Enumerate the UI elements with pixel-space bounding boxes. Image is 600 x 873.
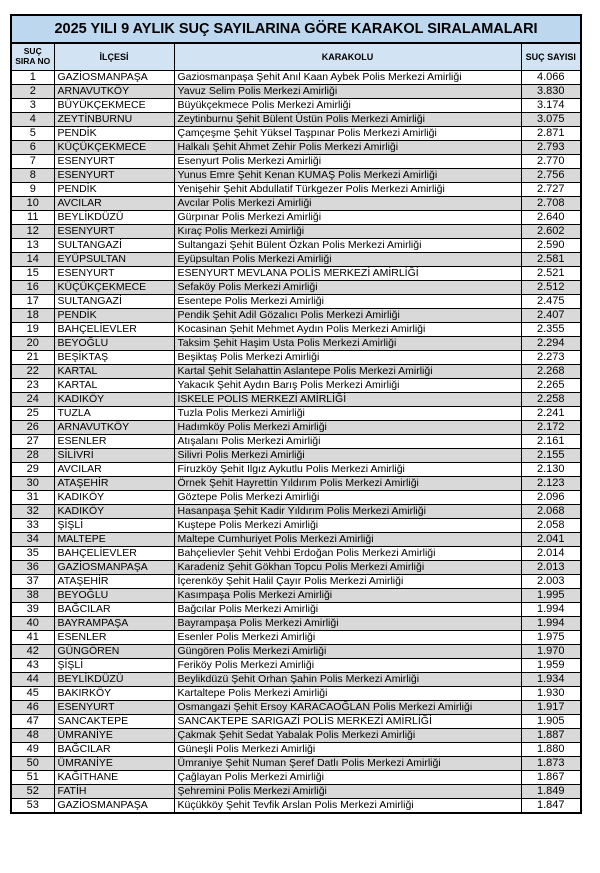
count-cell: 2.172 xyxy=(521,421,581,435)
station-cell: Beşiktaş Polis Merkezi Amirliği xyxy=(174,351,521,365)
rank-cell: 24 xyxy=(11,393,54,407)
rank-cell: 37 xyxy=(11,575,54,589)
count-cell: 1.867 xyxy=(521,771,581,785)
station-cell: Gürpınar Polis Merkezi Amirliği xyxy=(174,211,521,225)
count-cell: 2.096 xyxy=(521,491,581,505)
table-row xyxy=(11,323,581,337)
count-cell: 2.756 xyxy=(521,169,581,183)
district-cell: GÜNGÖREN xyxy=(54,645,174,659)
count-cell: 3.174 xyxy=(521,99,581,113)
table-row xyxy=(11,547,581,561)
station-cell: Zeytinburnu Şehit Bülent Üstün Polis Merkezi Amirliği xyxy=(174,113,521,127)
rank-cell: 44 xyxy=(11,673,54,687)
station-cell: Kıraç Polis Merkezi Amirliği xyxy=(174,225,521,239)
count-cell: 3.075 xyxy=(521,113,581,127)
table-row xyxy=(11,85,581,99)
rank-cell: 18 xyxy=(11,309,54,323)
table-row xyxy=(11,141,581,155)
count-cell: 2.512 xyxy=(521,281,581,295)
rank-cell: 20 xyxy=(11,337,54,351)
station-cell: Bahçelievler Şehit Vehbi Erdoğan Polis Merkezi Amirliği xyxy=(174,547,521,561)
table-row xyxy=(11,435,581,449)
district-cell: ZEYTİNBURNU xyxy=(54,113,174,127)
count-cell: 2.161 xyxy=(521,435,581,449)
table-row xyxy=(11,365,581,379)
crime-ranking-table xyxy=(10,14,582,814)
rank-cell: 33 xyxy=(11,519,54,533)
table-row xyxy=(11,785,581,799)
table-row xyxy=(11,715,581,729)
station-cell: Hadımköy Polis Merkezi Amirliği xyxy=(174,421,521,435)
table-row xyxy=(11,799,581,814)
header-row xyxy=(11,43,581,71)
district-cell: ESENYURT xyxy=(54,701,174,715)
count-cell: 1.959 xyxy=(521,659,581,673)
district-cell: SULTANGAZİ xyxy=(54,239,174,253)
table-title: 2025 YILI 9 AYLIK SUÇ SAYILARINA GÖRE KARAKOL SIRALAMALARI xyxy=(11,15,581,43)
table-row xyxy=(11,127,581,141)
table-row xyxy=(11,491,581,505)
district-cell: KAĞITHANE xyxy=(54,771,174,785)
rank-cell: 36 xyxy=(11,561,54,575)
district-cell: BEYOĞLU xyxy=(54,337,174,351)
district-cell: ŞİŞLİ xyxy=(54,659,174,673)
station-cell: Büyükçekmece Polis Merkezi Amirliği xyxy=(174,99,521,113)
table-row xyxy=(11,701,581,715)
station-cell: İSKELE POLİS MERKEZİ AMİRLİĞİ xyxy=(174,393,521,407)
rank-cell: 25 xyxy=(11,407,54,421)
district-cell: GAZİOSMANPAŞA xyxy=(54,799,174,814)
rank-cell: 11 xyxy=(11,211,54,225)
count-cell: 2.155 xyxy=(521,449,581,463)
rank-cell: 1 xyxy=(11,71,54,85)
district-cell: ARNAVUTKÖY xyxy=(54,421,174,435)
table-row xyxy=(11,505,581,519)
district-cell: BÜYÜKÇEKMECE xyxy=(54,99,174,113)
rank-cell: 34 xyxy=(11,533,54,547)
table-row xyxy=(11,603,581,617)
rank-cell: 7 xyxy=(11,155,54,169)
table-row xyxy=(11,589,581,603)
district-cell: BEŞİKTAŞ xyxy=(54,351,174,365)
table-row xyxy=(11,113,581,127)
district-cell: ESENLER xyxy=(54,631,174,645)
district-cell: ESENYURT xyxy=(54,267,174,281)
district-cell: BAĞCILAR xyxy=(54,603,174,617)
count-cell: 2.068 xyxy=(521,505,581,519)
count-cell: 2.241 xyxy=(521,407,581,421)
rank-cell: 41 xyxy=(11,631,54,645)
station-cell: Esenyurt Polis Merkezi Amirliği xyxy=(174,155,521,169)
column-header-district: İLÇESİ xyxy=(54,43,174,71)
count-cell: 2.871 xyxy=(521,127,581,141)
district-cell: BAĞCILAR xyxy=(54,743,174,757)
district-cell: BAHÇELİEVLER xyxy=(54,547,174,561)
station-cell: Silivri Polis Merkezi Amirliği xyxy=(174,449,521,463)
title-row xyxy=(11,15,581,43)
district-cell: KADIKÖY xyxy=(54,505,174,519)
rank-cell: 8 xyxy=(11,169,54,183)
table-row xyxy=(11,281,581,295)
table-row xyxy=(11,295,581,309)
district-cell: PENDİK xyxy=(54,309,174,323)
table-row xyxy=(11,71,581,85)
district-cell: FATİH xyxy=(54,785,174,799)
rank-cell: 51 xyxy=(11,771,54,785)
table-row xyxy=(11,309,581,323)
count-cell: 2.727 xyxy=(521,183,581,197)
table-row xyxy=(11,533,581,547)
count-cell: 2.130 xyxy=(521,463,581,477)
station-cell: Çakmak Şehit Sedat Yabalak Polis Merkezi Amirliği xyxy=(174,729,521,743)
station-cell: Göztepe Polis Merkezi Amirliği xyxy=(174,491,521,505)
district-cell: ATAŞEHİR xyxy=(54,575,174,589)
column-header-count: SUÇ SAYISI xyxy=(521,43,581,71)
count-cell: 1.849 xyxy=(521,785,581,799)
table-row xyxy=(11,617,581,631)
count-cell: 2.041 xyxy=(521,533,581,547)
station-cell: Taksim Şehit Haşim Usta Polis Merkezi Amirliği xyxy=(174,337,521,351)
count-cell: 1.994 xyxy=(521,603,581,617)
station-cell: Esenler Polis Merkezi Amirliği xyxy=(174,631,521,645)
rank-cell: 5 xyxy=(11,127,54,141)
rank-cell: 17 xyxy=(11,295,54,309)
district-cell: KARTAL xyxy=(54,379,174,393)
district-cell: ESENYURT xyxy=(54,155,174,169)
count-cell: 2.708 xyxy=(521,197,581,211)
station-cell: Hasanpaşa Şehit Kadir Yıldırım Polis Merkezi Amirliği xyxy=(174,505,521,519)
district-cell: SİLİVRİ xyxy=(54,449,174,463)
station-cell: Esentepe Polis Merkezi Amirliği xyxy=(174,295,521,309)
count-cell: 2.123 xyxy=(521,477,581,491)
station-cell: Osmangazi Şehit Ersoy KARACAOĞLAN Polis Merkezi Amirliği xyxy=(174,701,521,715)
count-cell: 2.265 xyxy=(521,379,581,393)
count-cell: 1.995 xyxy=(521,589,581,603)
district-cell: EYÜPSULTAN xyxy=(54,253,174,267)
table-row xyxy=(11,393,581,407)
station-cell: Kartaltepe Polis Merkezi Amirliği xyxy=(174,687,521,701)
rank-cell: 12 xyxy=(11,225,54,239)
rank-cell: 10 xyxy=(11,197,54,211)
table-row xyxy=(11,183,581,197)
rank-cell: 46 xyxy=(11,701,54,715)
rank-cell: 50 xyxy=(11,757,54,771)
district-cell: ESENLER xyxy=(54,435,174,449)
district-cell: BEYLİKDÜZÜ xyxy=(54,673,174,687)
table-row xyxy=(11,687,581,701)
station-cell: Bayrampaşa Polis Merkezi Amirliği xyxy=(174,617,521,631)
station-cell: Kasımpaşa Polis Merkezi Amirliği xyxy=(174,589,521,603)
rank-cell: 4 xyxy=(11,113,54,127)
table-row xyxy=(11,757,581,771)
table-row xyxy=(11,729,581,743)
rank-cell: 29 xyxy=(11,463,54,477)
district-cell: ŞİŞLİ xyxy=(54,519,174,533)
count-cell: 1.847 xyxy=(521,799,581,814)
table-row xyxy=(11,379,581,393)
count-cell: 2.407 xyxy=(521,309,581,323)
count-cell: 2.475 xyxy=(521,295,581,309)
crime-ranking-table-container xyxy=(10,14,580,814)
district-cell: ESENYURT xyxy=(54,225,174,239)
rank-cell: 49 xyxy=(11,743,54,757)
table-row xyxy=(11,645,581,659)
rank-cell: 2 xyxy=(11,85,54,99)
table-row xyxy=(11,239,581,253)
station-cell: Çamçeşme Şehit Yüksel Taşpınar Polis Merkezi Amirliği xyxy=(174,127,521,141)
station-cell: Sultangazi Şehit Bülent Özkan Polis Merkezi Amirliği xyxy=(174,239,521,253)
table-row xyxy=(11,267,581,281)
rank-cell: 3 xyxy=(11,99,54,113)
count-cell: 2.793 xyxy=(521,141,581,155)
column-header-rank: SUÇ SIRA NO xyxy=(11,43,54,71)
district-cell: BAHÇELİEVLER xyxy=(54,323,174,337)
station-cell: Kocasinan Şehit Mehmet Aydın Polis Merkezi Amirliği xyxy=(174,323,521,337)
rank-cell: 19 xyxy=(11,323,54,337)
station-cell: Güngören Polis Merkezi Amirliği xyxy=(174,645,521,659)
count-cell: 4.066 xyxy=(521,71,581,85)
district-cell: TUZLA xyxy=(54,407,174,421)
station-cell: Pendik Şehit Adil Gözalıcı Polis Merkezi Amirliği xyxy=(174,309,521,323)
rank-cell: 38 xyxy=(11,589,54,603)
count-cell: 2.258 xyxy=(521,393,581,407)
table-row xyxy=(11,351,581,365)
station-cell: Yavuz Selim Polis Merkezi Amirliği xyxy=(174,85,521,99)
rank-cell: 43 xyxy=(11,659,54,673)
district-cell: BAYRAMPAŞA xyxy=(54,617,174,631)
station-cell: Ümraniye Şehit Numan Şeref Datlı Polis Merkezi Amirliği xyxy=(174,757,521,771)
rank-cell: 52 xyxy=(11,785,54,799)
station-cell: Eyüpsultan Polis Merkezi Amirliği xyxy=(174,253,521,267)
rank-cell: 15 xyxy=(11,267,54,281)
district-cell: GAZİOSMANPAŞA xyxy=(54,71,174,85)
station-cell: ESENYURT MEVLANA POLİS MERKEZİ AMİRLİĞİ xyxy=(174,267,521,281)
station-cell: Tuzla Polis Merkezi Amirliği xyxy=(174,407,521,421)
station-cell: SANCAKTEPE SARIGAZİ POLİS MERKEZİ AMİRLİĞİ xyxy=(174,715,521,729)
rank-cell: 40 xyxy=(11,617,54,631)
rank-cell: 21 xyxy=(11,351,54,365)
station-cell: Kuştepe Polis Merkezi Amirliği xyxy=(174,519,521,533)
district-cell: AVCILAR xyxy=(54,463,174,477)
station-cell: Yunus Emre Şehit Kenan KUMAŞ Polis Merkezi Amirliği xyxy=(174,169,521,183)
table-row xyxy=(11,477,581,491)
station-cell: Güneşli Polis Merkezi Amirliği xyxy=(174,743,521,757)
table-row xyxy=(11,197,581,211)
table-row xyxy=(11,337,581,351)
table-row xyxy=(11,407,581,421)
district-cell: MALTEPE xyxy=(54,533,174,547)
count-cell: 1.930 xyxy=(521,687,581,701)
count-cell: 1.887 xyxy=(521,729,581,743)
rank-cell: 31 xyxy=(11,491,54,505)
station-cell: Bağcılar Polis Merkezi Amirliği xyxy=(174,603,521,617)
count-cell: 2.273 xyxy=(521,351,581,365)
table-row xyxy=(11,211,581,225)
station-cell: İçerenköy Şehit Halil Çayır Polis Merkezi Amirliği xyxy=(174,575,521,589)
column-header-station: KARAKOLU xyxy=(174,43,521,71)
station-cell: Çağlayan Polis Merkezi Amirliği xyxy=(174,771,521,785)
district-cell: KÜÇÜKÇEKMECE xyxy=(54,281,174,295)
table-row xyxy=(11,561,581,575)
count-cell: 1.905 xyxy=(521,715,581,729)
table-body xyxy=(11,71,581,814)
rank-cell: 53 xyxy=(11,799,54,814)
rank-cell: 26 xyxy=(11,421,54,435)
count-cell: 2.013 xyxy=(521,561,581,575)
rank-cell: 16 xyxy=(11,281,54,295)
rank-cell: 30 xyxy=(11,477,54,491)
count-cell: 2.003 xyxy=(521,575,581,589)
district-cell: KÜÇÜKÇEKMECE xyxy=(54,141,174,155)
station-cell: Halkalı Şehit Ahmet Zehir Polis Merkezi Amirliği xyxy=(174,141,521,155)
station-cell: Şehremini Polis Merkezi Amirliği xyxy=(174,785,521,799)
count-cell: 1.873 xyxy=(521,757,581,771)
table-row xyxy=(11,659,581,673)
district-cell: ÜMRANİYE xyxy=(54,729,174,743)
rank-cell: 28 xyxy=(11,449,54,463)
district-cell: ÜMRANİYE xyxy=(54,757,174,771)
count-cell: 1.880 xyxy=(521,743,581,757)
rank-cell: 22 xyxy=(11,365,54,379)
district-cell: KARTAL xyxy=(54,365,174,379)
table-row xyxy=(11,463,581,477)
district-cell: ESENYURT xyxy=(54,169,174,183)
rank-cell: 32 xyxy=(11,505,54,519)
count-cell: 2.058 xyxy=(521,519,581,533)
station-cell: Beylikdüzü Şehit Orhan Şahin Polis Merkezi Amirliği xyxy=(174,673,521,687)
count-cell: 2.355 xyxy=(521,323,581,337)
district-cell: SANCAKTEPE xyxy=(54,715,174,729)
rank-cell: 39 xyxy=(11,603,54,617)
count-cell: 2.268 xyxy=(521,365,581,379)
count-cell: 1.934 xyxy=(521,673,581,687)
rank-cell: 13 xyxy=(11,239,54,253)
district-cell: BEYOĞLU xyxy=(54,589,174,603)
district-cell: BAKIRKÖY xyxy=(54,687,174,701)
station-cell: Gaziosmanpaşa Şehit Anıl Kaan Aybek Polis Merkezi Amirliği xyxy=(174,71,521,85)
count-cell: 2.581 xyxy=(521,253,581,267)
count-cell: 2.640 xyxy=(521,211,581,225)
station-cell: Örnek Şehit Hayrettin Yıldırım Polis Merkezi Amirliği xyxy=(174,477,521,491)
table-row xyxy=(11,743,581,757)
district-cell: GAZİOSMANPAŞA xyxy=(54,561,174,575)
rank-cell: 45 xyxy=(11,687,54,701)
table-row xyxy=(11,169,581,183)
table-row xyxy=(11,519,581,533)
rank-cell: 27 xyxy=(11,435,54,449)
station-cell: Avcılar Polis Merkezi Amirliği xyxy=(174,197,521,211)
district-cell: KADIKÖY xyxy=(54,393,174,407)
rank-cell: 42 xyxy=(11,645,54,659)
table-row xyxy=(11,225,581,239)
rank-cell: 23 xyxy=(11,379,54,393)
district-cell: BEYLİKDÜZÜ xyxy=(54,211,174,225)
count-cell: 2.014 xyxy=(521,547,581,561)
station-cell: Yakacık Şehit Aydın Barış Polis Merkezi Amirliği xyxy=(174,379,521,393)
rank-cell: 47 xyxy=(11,715,54,729)
count-cell: 1.975 xyxy=(521,631,581,645)
table-row xyxy=(11,155,581,169)
station-cell: Firuzköy Şehit Ilgız Aykutlu Polis Merkezi Amirliği xyxy=(174,463,521,477)
count-cell: 1.970 xyxy=(521,645,581,659)
count-cell: 2.770 xyxy=(521,155,581,169)
station-cell: Maltepe Cumhuriyet Polis Merkezi Amirliği xyxy=(174,533,521,547)
station-cell: Karadeniz Şehit Gökhan Topcu Polis Merkezi Amirliği xyxy=(174,561,521,575)
district-cell: AVCILAR xyxy=(54,197,174,211)
table-row xyxy=(11,631,581,645)
table-row xyxy=(11,99,581,113)
district-cell: SULTANGAZİ xyxy=(54,295,174,309)
count-cell: 2.294 xyxy=(521,337,581,351)
rank-cell: 9 xyxy=(11,183,54,197)
station-cell: Kartal Şehit Selahattin Aslantepe Polis Merkezi Amirliği xyxy=(174,365,521,379)
district-cell: KADIKÖY xyxy=(54,491,174,505)
station-cell: Yenişehir Şehit Abdullatif Türkgezer Polis Merkezi Amirliği xyxy=(174,183,521,197)
table-row xyxy=(11,673,581,687)
station-cell: Sefaköy Polis Merkezi Amirliği xyxy=(174,281,521,295)
count-cell: 2.602 xyxy=(521,225,581,239)
district-cell: PENDİK xyxy=(54,127,174,141)
count-cell: 1.994 xyxy=(521,617,581,631)
rank-cell: 35 xyxy=(11,547,54,561)
table-row xyxy=(11,575,581,589)
count-cell: 3.830 xyxy=(521,85,581,99)
district-cell: ARNAVUTKÖY xyxy=(54,85,174,99)
station-cell: Atışalanı Polis Merkezi Amirliği xyxy=(174,435,521,449)
district-cell: PENDİK xyxy=(54,183,174,197)
station-cell: Feriköy Polis Merkezi Amirliği xyxy=(174,659,521,673)
district-cell: ATAŞEHİR xyxy=(54,477,174,491)
station-cell: Küçükköy Şehit Tevfik Arslan Polis Merkezi Amirliği xyxy=(174,799,521,814)
count-cell: 2.521 xyxy=(521,267,581,281)
rank-cell: 6 xyxy=(11,141,54,155)
table-row xyxy=(11,771,581,785)
count-cell: 1.917 xyxy=(521,701,581,715)
table-row xyxy=(11,449,581,463)
rank-cell: 14 xyxy=(11,253,54,267)
count-cell: 2.590 xyxy=(521,239,581,253)
rank-cell: 48 xyxy=(11,729,54,743)
table-row xyxy=(11,421,581,435)
table-row xyxy=(11,253,581,267)
